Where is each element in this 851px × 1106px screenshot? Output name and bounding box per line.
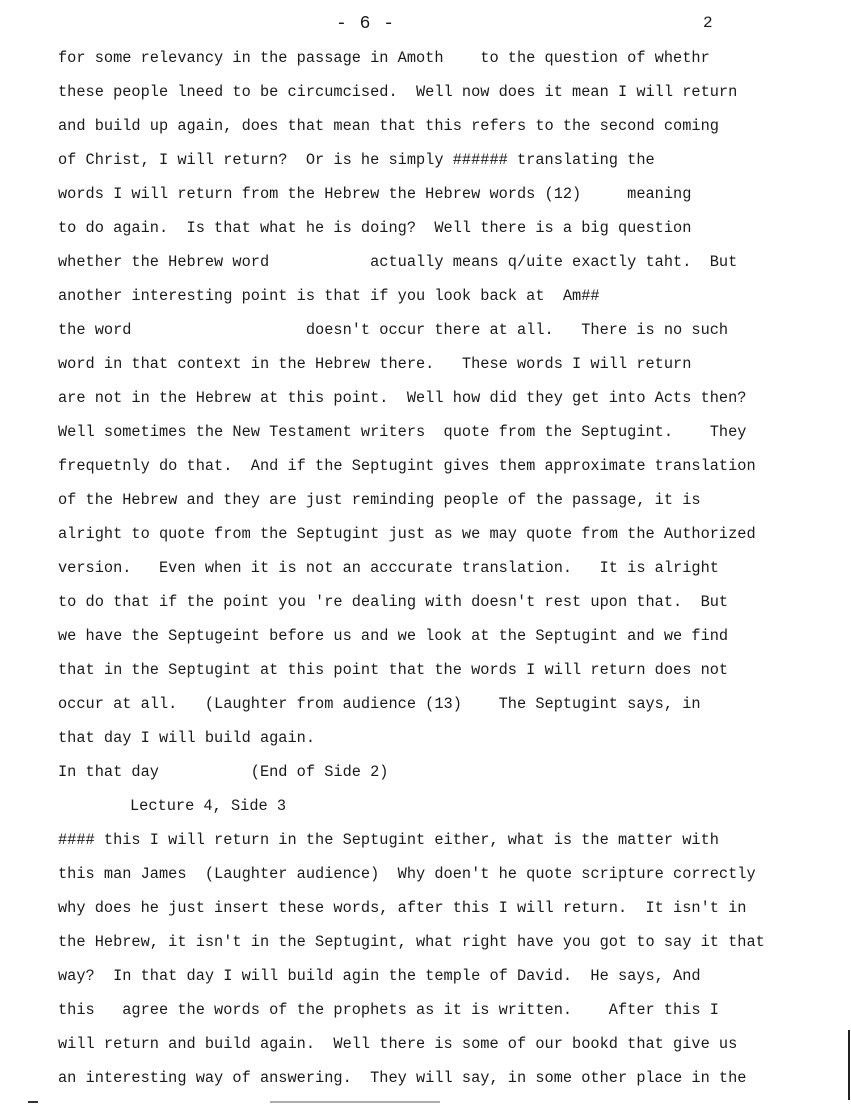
text-line: that day I will build again. bbox=[58, 729, 316, 747]
text-line: In that day (End of Side 2) bbox=[58, 763, 389, 781]
text-line: frequetnly do that. And if the Septugint gives them approximate translation bbox=[58, 457, 756, 475]
text-line: the word doesn't occur there at all. There is no such bbox=[58, 321, 729, 339]
text-line: and build up again, does that mean that this refers to the second coming bbox=[58, 117, 719, 135]
text-line: of the Hebrew and they are just reminding people of the passage, it is bbox=[58, 491, 701, 509]
text-line: this agree the words of the prophets as it is written. After this I bbox=[58, 1001, 719, 1019]
section-heading: Lecture 4, Side 3 bbox=[130, 797, 287, 815]
text-line: #### this I will return in the Septugint either, what is the matter with bbox=[58, 831, 719, 849]
text-line: why does he just insert these words, after this I will return. It isn't in bbox=[58, 899, 747, 917]
text-line: version. Even when it is not an acccurate translation. It is alright bbox=[58, 559, 719, 577]
text-line: word in that context in the Hebrew there. These words I will return bbox=[58, 355, 692, 373]
text-line: these people lneed to be circumcised. Well now does it mean I will return bbox=[58, 83, 738, 101]
text-line: words I will return from the Hebrew the Hebrew words (12) meaning bbox=[58, 185, 692, 203]
text-line: alright to quote from the Septugint just as we may quote from the Authorized bbox=[58, 525, 756, 543]
text-line: will return and build again. Well there is some of our bookd that give us bbox=[58, 1035, 738, 1053]
text-line: for some relevancy in the passage in Amoth to the question of whethr bbox=[58, 49, 710, 67]
text-line: another interesting point is that if you look back at Am## bbox=[58, 287, 600, 305]
text-line: whether the Hebrew word actually means q/uite exactly taht. But bbox=[58, 253, 738, 271]
text-line: the Hebrew, it isn't in the Septugint, what right have you got to say it that bbox=[58, 933, 765, 951]
text-line: way? In that day I will build agin the temple of David. He says, And bbox=[58, 967, 701, 985]
page-number: - 6 - bbox=[336, 14, 396, 34]
text-line: an interesting way of answering. They will say, in some other place in the bbox=[58, 1069, 747, 1087]
text-line: occur at all. (Laughter from audience (13) The Septugint says, in bbox=[58, 695, 701, 713]
folio-number: 2 bbox=[703, 14, 713, 32]
text-line: to do again. Is that what he is doing? Well there is a big question bbox=[58, 219, 692, 237]
text-line: we have the Septugeint before us and we look at the Septugint and we find bbox=[58, 627, 729, 645]
text-line: are not in the Hebrew at this point. Well how did they get into Acts then? bbox=[58, 389, 747, 407]
page-header bbox=[0, 10, 851, 40]
text-line: this man James (Laughter audience) Why doen't he quote scripture correctly bbox=[58, 865, 756, 883]
text-line: of Christ, I will return? Or is he simply ###### translating the bbox=[58, 151, 655, 169]
text-line: Well sometimes the New Testament writers quote from the Septugint. They bbox=[58, 423, 747, 441]
text-line: that in the Septugint at this point that the words I will return does not bbox=[58, 661, 729, 679]
scan-smudge-mark bbox=[270, 1101, 440, 1103]
scan-edge-mark bbox=[848, 1030, 850, 1100]
scan-dash-mark bbox=[28, 1101, 38, 1103]
text-line: to do that if the point you 're dealing with doesn't rest upon that. But bbox=[58, 593, 729, 611]
